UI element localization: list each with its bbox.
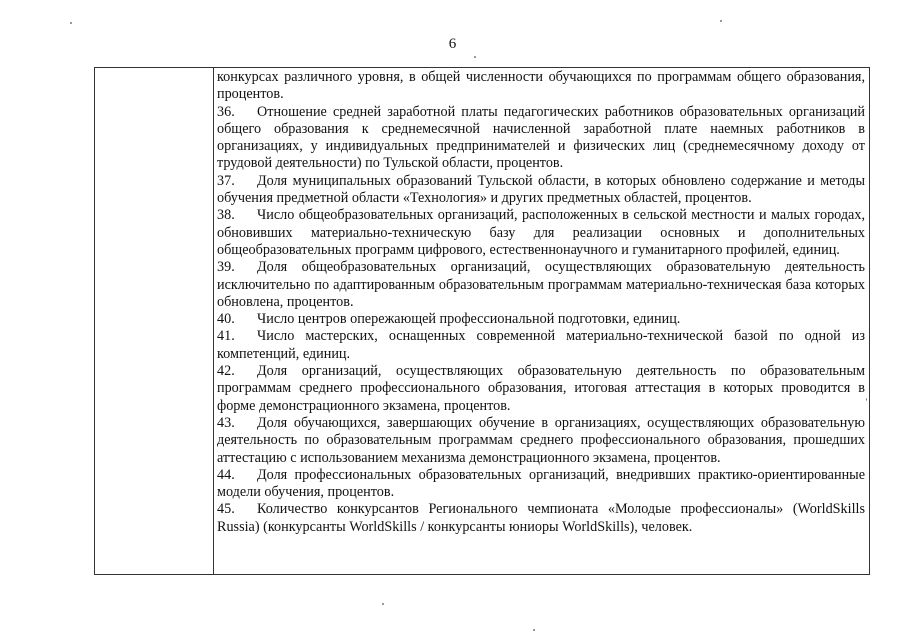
- page-number: 6: [448, 36, 457, 52]
- item-number: 43.: [217, 414, 235, 431]
- item-text: Число центров опережающей профессиональной подготовки, единиц.: [257, 311, 681, 328]
- item-number: 44.: [217, 466, 235, 483]
- item-number: 45.: [217, 501, 235, 518]
- scan-speck: [474, 56, 476, 58]
- item-text: Доля организаций, осуществляющих образовательную деятельность по образовательным программам среднего профессионального образования, итоговая аттестация в которых проводится в форме демонстрационного экзамена, процентов.: [217, 363, 865, 414]
- item-number: 42.: [217, 363, 235, 380]
- list-item-43: [217, 415, 865, 467]
- item-text: Доля общеобразовательных организаций, осуществляющих образовательную деятельность исключительно по адаптированным образовательным программам материально-техническая база которых обновлена, процентов.: [217, 259, 865, 310]
- item-text: Доля профессиональных образовательных организаций, внедривших практико-ориентированные модели обучения, процентов.: [217, 466, 865, 501]
- item-number: 39.: [217, 259, 235, 276]
- item-number: 40.: [217, 311, 235, 328]
- list-item-42: [217, 363, 865, 415]
- item-text: Количество конкурсантов Регионального чемпионата «Молодые профессионалы» (WorldSkills Russia) (конкурсанты WorldSkills / конкурсанты юниоры WorldSkills), человек.: [217, 501, 865, 535]
- scan-speck: [533, 629, 535, 631]
- list-item-44: [217, 467, 865, 502]
- item-number: 36.: [217, 103, 235, 120]
- item-text: Число мастерских, оснащенных современной материально-технической базой по одной из компетенций, единиц.: [217, 328, 865, 362]
- item-number: 37.: [217, 172, 235, 189]
- item-text: Отношение средней заработной платы педагогических работников образовательных организаций общего образования к среднемесячной начисленной заработной плате наемных работников в организациях, у индивидуальных предпринимателей и физических лиц (среднемесячному доходу от трудовой деятельности) по Тульской области, процентов.: [217, 103, 865, 172]
- item-text: Доля обучающихся, завершающих обучение в организациях, осуществляющих образовательную деятельность по образовательным программам среднего профессионального образования, прошедших аттестацию с использованием механизма демонстрационного экзамена, процентов.: [217, 414, 865, 466]
- indicators-table: [94, 67, 870, 575]
- list-item-37: [217, 173, 865, 208]
- item-number: 38.: [217, 207, 235, 224]
- list-item-39: [217, 259, 865, 311]
- list-item-40: [217, 311, 865, 328]
- list-item-45: [217, 501, 865, 536]
- scan-speck: [382, 603, 384, 605]
- list-item-36: [217, 104, 865, 173]
- table-left-column: [95, 68, 214, 574]
- scan-speck: [70, 22, 72, 24]
- list-item-continuation: [217, 69, 865, 104]
- list-item-38: [217, 207, 865, 259]
- item-text: Число общеобразовательных организаций, расположенных в сельской местности и малых городах, обновивших материально-техническую базу для реализации основных и дополнительных общеобразовательных программ цифрового, естественнонаучного и гуманитарного профилей, единиц.: [217, 207, 865, 258]
- item-text: конкурсах различного уровня, в общей численности обучающихся по программам общего образования, процентов.: [217, 69, 865, 103]
- scan-speck: [866, 398, 867, 401]
- item-text: Доля муниципальных образований Тульской области, в которых обновлено содержание и методы обучения предметной области «Технология» и других предметных областей, процентов.: [217, 172, 865, 207]
- table-right-column: [217, 69, 865, 536]
- scan-speck: [720, 20, 722, 22]
- item-number: 41.: [217, 328, 235, 345]
- list-item-41: [217, 328, 865, 363]
